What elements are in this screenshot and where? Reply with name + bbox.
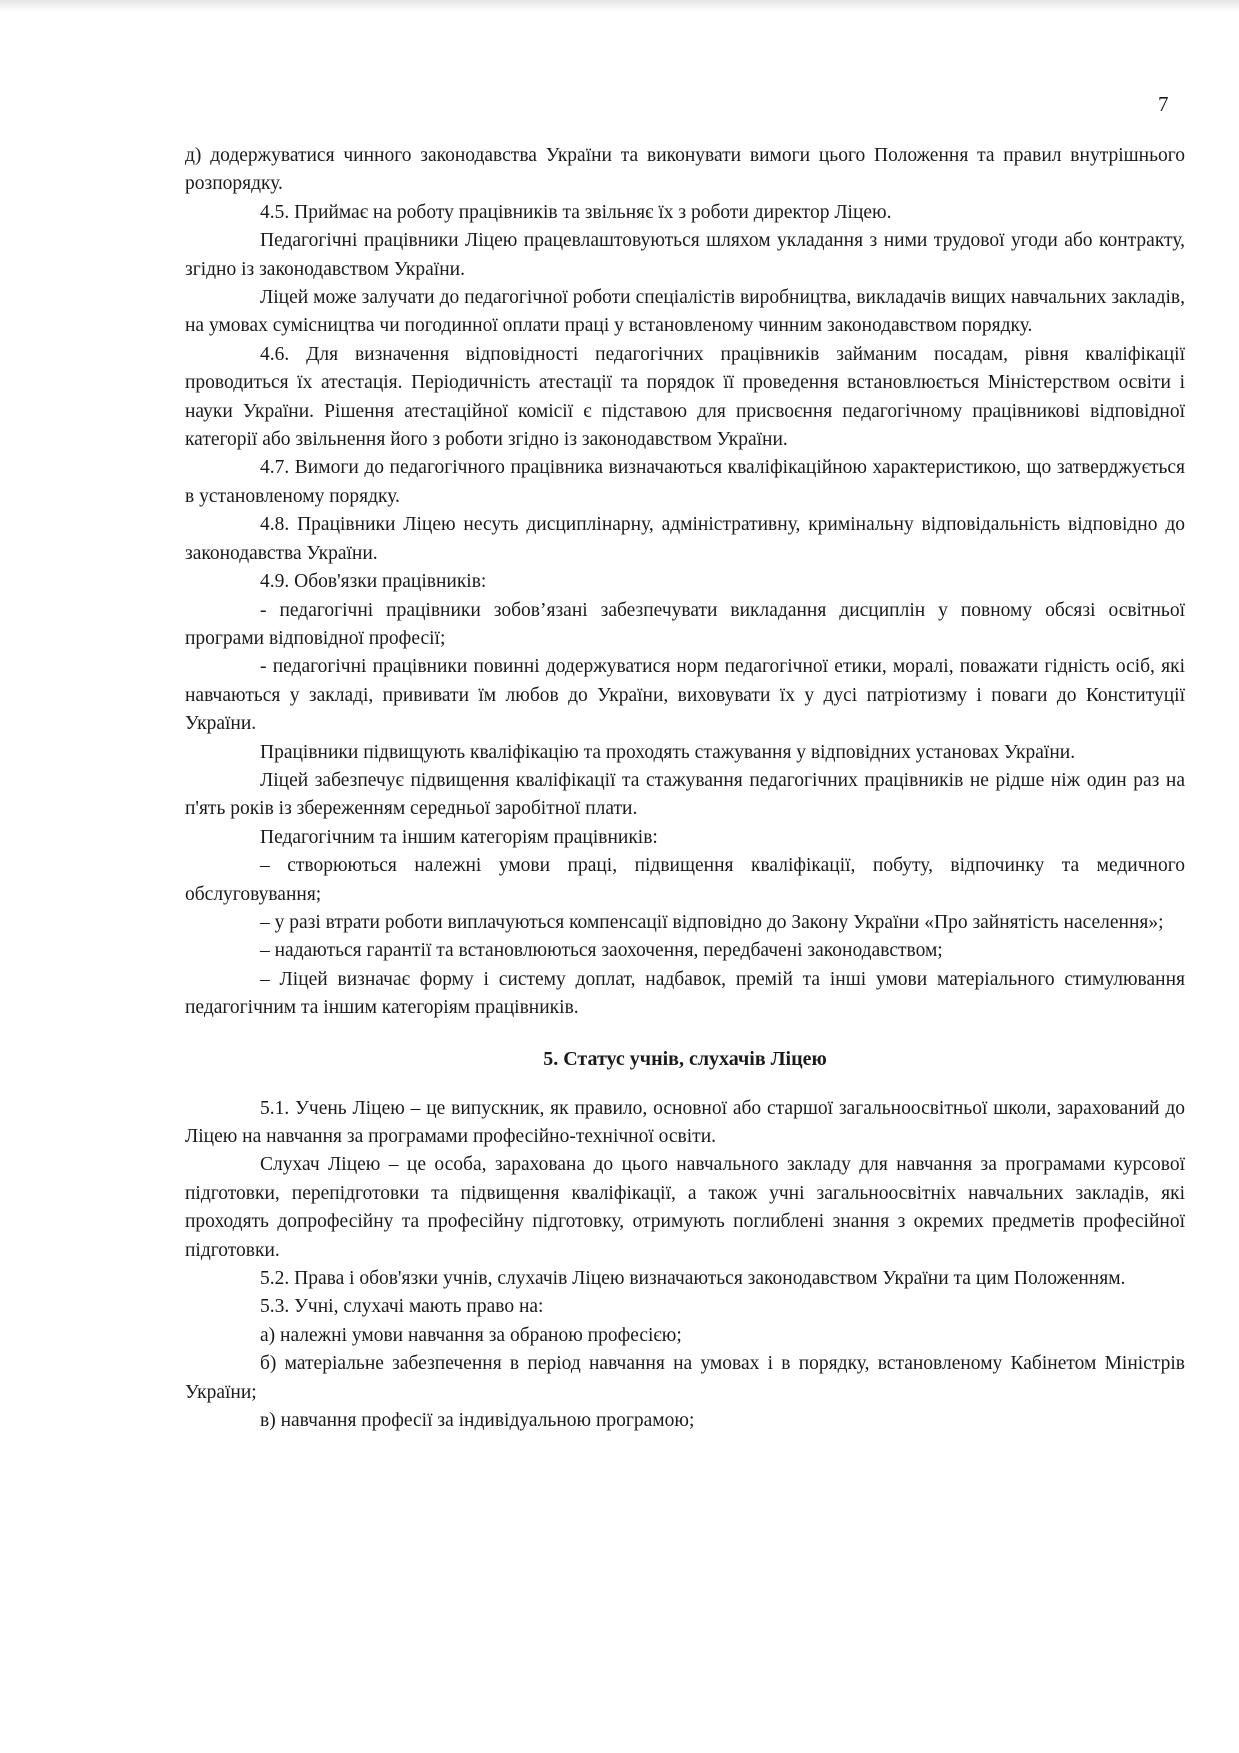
paragraph: 5.3. Учні, слухачі мають право на:	[260, 1296, 544, 1318]
paragraph: а) належні умови навчання за обраною професією;	[260, 1324, 682, 1346]
paragraph: - педагогічні працівники зобов’язані забезпечувати викладання дисциплін у повному обсязі освітньої програми відповідної професії;	[185, 599, 1185, 649]
paragraph: Педагогічні працівники Ліцею працевлаштовуються шляхом укладання з ними трудової угоди або контракту, згідно із законодавством України.	[185, 230, 1185, 280]
paragraph: – надаються гарантії та встановлюються заохочення, передбачені законодавством;	[260, 940, 943, 962]
paragraph: 5.2. Права і обов'язки учнів, слухачів Ліцею визначаються законодавством України та цим Положенням.	[260, 1268, 1126, 1290]
paragraph: Слухач Ліцею – це особа, зарахована до цього навчального закладу для навчання за програмами курсової підготовки, перепідготовки та підвищення кваліфікації, а також учні загальноосвітніх навчальних закладів, які проходять допрофесійну та професійну підготовку, отримують поглиблені знання з окремих предметів професійної підготовки.	[185, 1154, 1185, 1261]
section-heading: 5. Статус учнів, слухачів Ліцею	[543, 1047, 827, 1070]
page-number: 7	[1158, 92, 1169, 116]
paragraph: Ліцей забезпечує підвищення кваліфікації та стажування педагогічних працівників не рідше ніж один раз на п'ять років із збереженням середньої заробітної плати.	[185, 769, 1185, 820]
paragraph: Працівники підвищують кваліфікацію та проходять стажування у відповідних установах України.	[260, 741, 1076, 763]
paragraph: 5.1. Учень Ліцею – це випускник, як правило, основної або старшої загальноосвітньої школи, зарахований до Ліцею на навчання за програмами професійно-технічної освіти.	[185, 1097, 1185, 1147]
paragraph: б) матеріальне забезпечення в період навчання на умовах і в порядку, встановленому Кабінетом Міністрів України;	[185, 1353, 1185, 1403]
paragraph: - педагогічні працівники повинні додержуватися норм педагогічної етики, моралі, поважати гідність осіб, які навчаються у закладі, прививати їм любов до України, виховувати їх у дусі патріотизму і поваги до Конституції України.	[185, 656, 1185, 735]
paragraph: 4.5. Приймає на роботу працівників та звільняє їх з роботи директор Ліцею.	[260, 201, 892, 223]
section-5-text	[185, 1095, 1185, 1436]
paragraph: 4.9. Обов'язки працівників:	[260, 571, 487, 593]
paragraph: Ліцей може залучати до педагогічної роботи спеціалістів виробництва, викладачів вищих навчальних закладів, на умовах сумісництва чи погодинної оплати праці у встановленому чинним законодавством порядку.	[185, 287, 1185, 337]
paragraph: – у разі втрати роботи виплачуються компенсації відповідно до Закону України «Про зайнятість населення»;	[260, 911, 1164, 933]
paragraph: 4.8. Працівники Ліцею несуть дисциплінарну, адміністративну, кримінальну відповідальність відповідно до законодавства України.	[185, 514, 1185, 564]
paragraph: в) навчання професії за індивідуальною програмою;	[260, 1410, 695, 1432]
paragraph: 4.6. Для визначення відповідності педагогічних працівників займаним посадам, рівня кваліфікації проводиться їх атестація. Періодичність атестації та порядок її проведення встановлюється Міністерством освіти і науки України. Рішення атестаційної комісії є підставою для присвоєння педагогічному працівникові відповідної категорії або звільнення його з роботи згідно із законодавством України.	[185, 343, 1185, 451]
paragraph: 4.7. Вимоги до педагогічного працівника визначаються кваліфікаційною характеристикою, що затверджується в установленому порядку.	[185, 457, 1185, 507]
paragraph: Педагогічним та іншим категоріям працівників:	[260, 826, 658, 848]
document-body	[185, 142, 1185, 1435]
paragraph: д) додержуватися чинного законодавства України та виконувати вимоги цього Положення та правил внутрішнього розпорядку.	[185, 145, 1185, 195]
paragraph: – Ліцей визначає форму і систему доплат, надбавок, премій та інші умови матеріального стимулювання педагогічним та іншим категоріям працівників.	[185, 968, 1185, 1019]
section-4-text	[185, 142, 1185, 1023]
scan-top-edge	[0, 0, 1239, 12]
paragraph: – створюються належні умови праці, підвищення кваліфікації, побуту, відпочинку та медичного обслуговування;	[185, 855, 1185, 905]
